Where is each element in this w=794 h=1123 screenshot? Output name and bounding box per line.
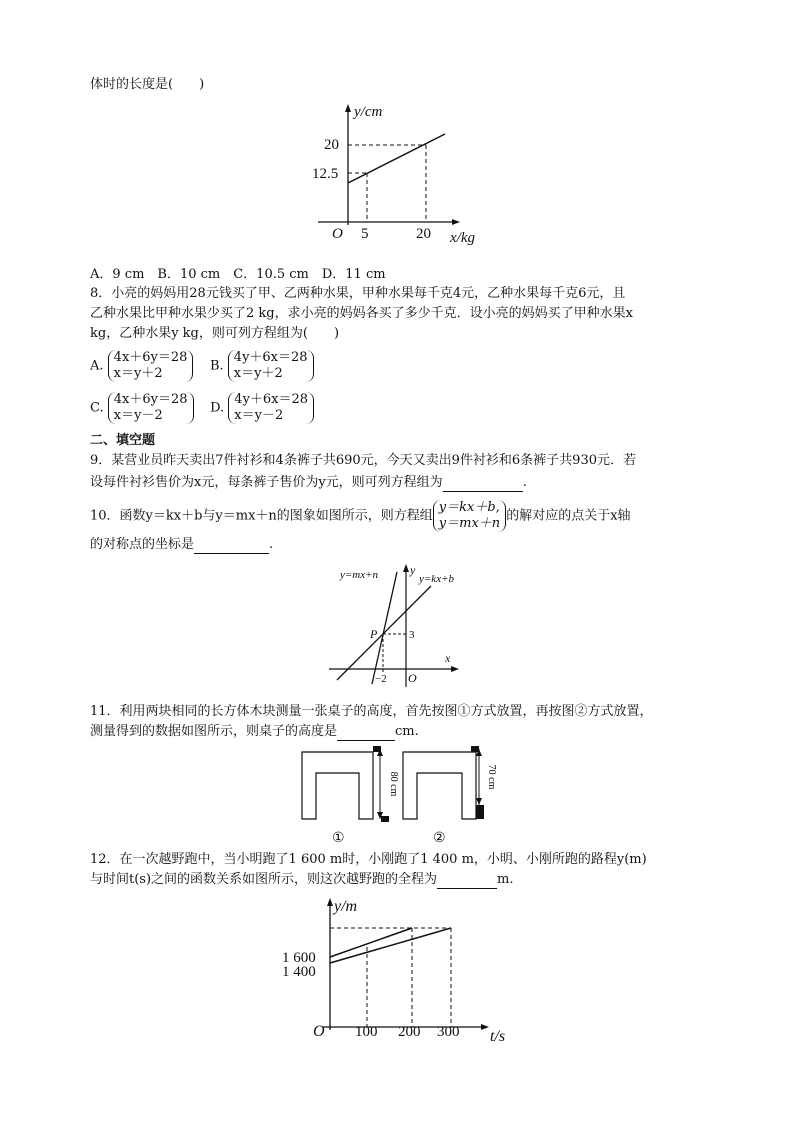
- q7-stem: 体时的长度是( ): [90, 77, 205, 92]
- q8-option-a-system: [108, 350, 194, 382]
- q12-ytick-1400: 1 400: [282, 964, 316, 980]
- q7-ylabel: y/cm: [354, 104, 383, 120]
- q12-line2-wrap: [90, 871, 514, 889]
- q8-option-c-system: [108, 392, 194, 424]
- q10-point-p: P: [370, 627, 378, 641]
- q7-ytick-20: 20: [324, 137, 339, 153]
- q8-line3: kg，乙种水果y kg，则可列方程组为( ): [90, 326, 340, 341]
- q10-eq1: y＝kx＋b,: [438, 500, 500, 515]
- q12-origin: O: [313, 1023, 325, 1040]
- q11-line2: 测量得到的数据如图所示，则桌子的高度是: [90, 724, 338, 739]
- q12-xtick-300: 300: [437, 1024, 460, 1040]
- q10-origin: O: [408, 671, 417, 685]
- q8-a-eq2: x＝y＋2: [113, 366, 163, 381]
- q10-y-value: 3: [409, 629, 415, 641]
- q12-xlabel: t/s: [490, 1028, 506, 1045]
- q10-system: [433, 500, 506, 532]
- q8-options-row2: [90, 392, 314, 424]
- q11-line1: 11．利用两块相同的长方体木块测量一张桌子的高度，首先按图①方式放置，再按图②方式放置，: [90, 704, 653, 719]
- q12-line1: 12．在一次越野跑中，当小明跑了1 600 m时，小刚跑了1 400 m，小明、小刚所跑的路程y(m): [90, 852, 647, 867]
- q8-d-eq2: x＝y－2: [234, 408, 284, 423]
- q8-a-eq1: 4x＋6y＝28: [113, 350, 188, 365]
- q8-c-eq1: 4x＋6y＝28: [113, 392, 188, 407]
- q8-option-b-label: B.: [209, 358, 224, 374]
- q12-line2: 与时间t(s)之间的函数关系如图所示，则这次越野跑的全程为: [90, 872, 438, 887]
- q8-line2: 乙种水果比甲种水果少买了2 kg，求小亮的妈妈各买了多少千克．设小亮的妈妈买了甲种水果x: [90, 306, 633, 321]
- q8-b-eq1: 4y＋6x＝28: [233, 350, 308, 365]
- q10-line-label-mx: y=mx+n: [340, 569, 379, 581]
- q8-option-a-label: A.: [90, 358, 104, 374]
- q7-xlabel: x/kg: [450, 230, 475, 246]
- q7-xtick-20: 20: [416, 226, 431, 242]
- q10-line2: 的对称点的坐标是: [90, 537, 195, 552]
- q12-xtick-100: 100: [355, 1024, 378, 1040]
- q12-answer-blank[interactable]: [437, 888, 497, 889]
- q7-origin: O: [332, 226, 343, 242]
- q10-x-value: −2: [375, 673, 387, 685]
- q11-line2-wrap: [90, 723, 419, 741]
- q8-option-d-label: D.: [210, 400, 225, 416]
- q12-xtick-200: 200: [398, 1024, 421, 1040]
- q10-y-axis: y: [410, 563, 416, 577]
- q11-fig1-measure: 80 cm: [388, 771, 399, 797]
- q10-line2-wrap: [90, 536, 273, 554]
- q9-line2-wrap: [90, 474, 527, 492]
- q8-option-b-system: [228, 350, 314, 382]
- q10-text-a: 10．函数y＝kx＋b与y＝mx＋n的图象如图所示，则方程组: [90, 508, 433, 524]
- section-heading: 二、填空题: [90, 433, 156, 448]
- q10-eq2: y＝mx＋n: [438, 516, 501, 531]
- q7-options: A．9 cm B．10 cm C．10.5 cm D．11 cm: [90, 267, 386, 282]
- q7-graph: [300, 100, 500, 250]
- q12-ytick-1600: 1 600: [282, 950, 316, 966]
- q8-options-row1: [90, 350, 314, 382]
- q8-d-eq1: 4y＋6x＝28: [234, 392, 309, 407]
- q12-unit: m.: [497, 872, 514, 887]
- q10-graph: [325, 562, 465, 692]
- q10-line-label-kx: y=kx+b: [419, 573, 454, 585]
- q11-unit: cm.: [395, 724, 419, 739]
- q10-x-axis: x: [445, 651, 451, 665]
- q8-option-c-label: C.: [90, 400, 104, 416]
- q11-figure: [295, 743, 500, 848]
- q10-answer-blank[interactable]: [194, 553, 269, 554]
- q8-c-eq2: x＝y－2: [113, 408, 163, 423]
- q7-xtick-5: 5: [361, 226, 369, 242]
- q8-line1: 8．小亮的妈妈用28元钱买了甲、乙两种水果，甲种水果每千克4元，乙种水果每千克6元，且: [90, 286, 626, 301]
- q9-line1: 9．某营业员昨天卖出7件衬衫和4条裤子共690元，今天又卖出9件衬衫和6条裤子共930元．若: [90, 453, 636, 468]
- q7-ytick-12.5: 12.5: [312, 166, 339, 182]
- q9-answer-blank[interactable]: [443, 491, 523, 492]
- q12-graph: [278, 895, 518, 1045]
- q8-b-eq2: x＝y＋2: [233, 366, 283, 381]
- q9-end: .: [522, 475, 527, 490]
- q12-ylabel: y/m: [334, 898, 358, 915]
- q9-line2: 设每件衬衫售价为x元，每条裤子售价为y元，则可列方程组为: [90, 475, 443, 490]
- q11-answer-blank[interactable]: [337, 740, 395, 741]
- q11-fig2-measure: 70 cm: [486, 764, 497, 790]
- q10-line1: [90, 500, 631, 532]
- q11-fig1-label: ①: [332, 831, 345, 846]
- q10-text-b: 的解对应的点关于x轴: [506, 508, 631, 524]
- q8-option-d-system: [228, 392, 314, 424]
- q11-fig2-label: ②: [433, 831, 446, 846]
- q10-end: .: [269, 537, 274, 552]
